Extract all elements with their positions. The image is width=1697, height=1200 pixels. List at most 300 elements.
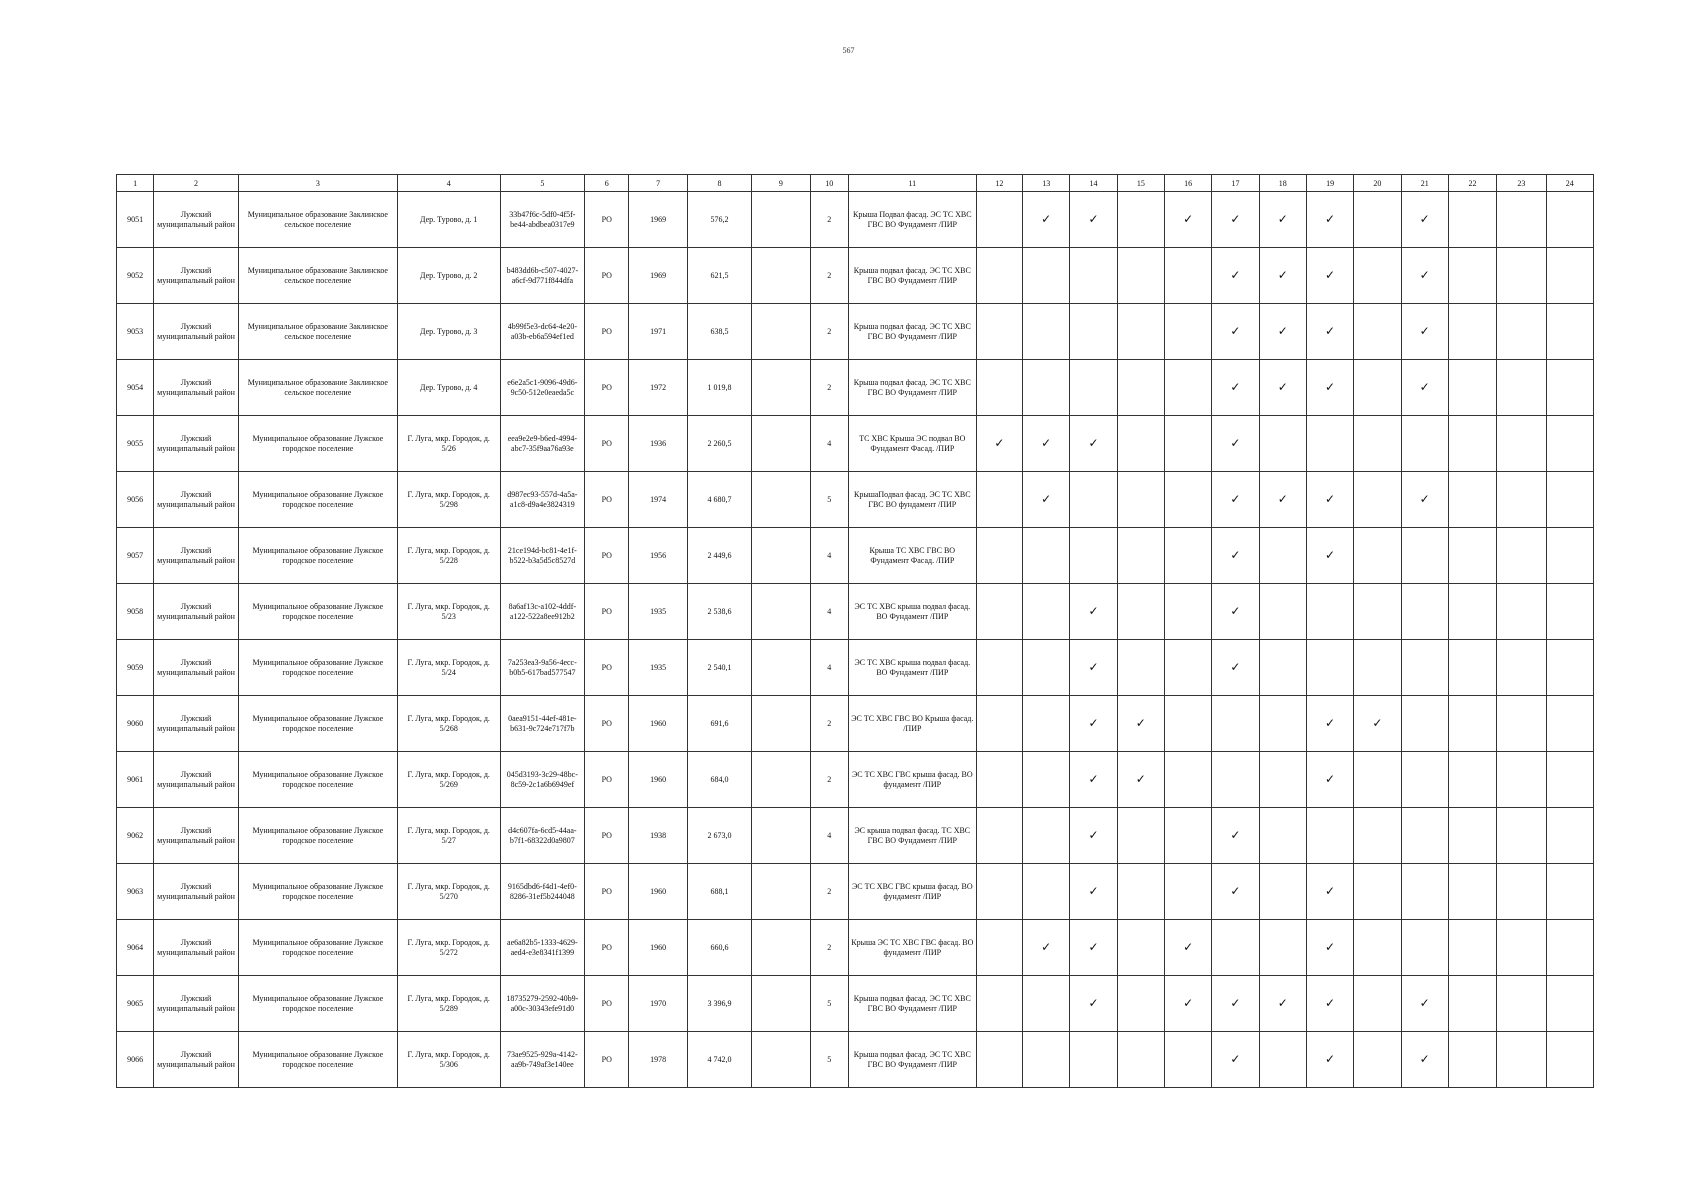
- empty-cell: [1164, 416, 1211, 472]
- column-header-10: 10: [810, 175, 848, 192]
- floors-cell: 4: [810, 528, 848, 584]
- empty-cell: [1546, 752, 1594, 808]
- column-header-7: 7: [629, 175, 687, 192]
- address-cell: Дер. Турово, д. 1: [397, 192, 500, 248]
- type-code-cell: РО: [585, 528, 629, 584]
- empty-cell: [1259, 528, 1306, 584]
- works-list-cell: Крыша подвал фасад. ЭС ТС ХВС ГВС ВО Фундамент /ПИР: [848, 1032, 976, 1088]
- type-code-cell: РО: [585, 416, 629, 472]
- empty-cell: [1070, 304, 1117, 360]
- column-header-11: 11: [848, 175, 976, 192]
- works-list-cell: Крыша подвал фасад. ЭС ТС ХВС ГВС ВО Фундамент /ПИР: [848, 304, 976, 360]
- floors-cell: 2: [810, 192, 848, 248]
- building-id-cell: 7a253ea3-9a56-4ecc-b0b5-617bad577547: [500, 640, 585, 696]
- empty-cell: [1546, 640, 1594, 696]
- empty-cell: [1497, 976, 1546, 1032]
- empty-cell: [1448, 360, 1496, 416]
- floors-cell: 4: [810, 416, 848, 472]
- check-mark-icon: ✓: [1306, 248, 1353, 304]
- empty-cell: [1546, 808, 1594, 864]
- municipality-cell: Муниципальное образование Лужское городское поселение: [238, 864, 397, 920]
- district-cell: Лужский муниципальный район: [154, 304, 239, 360]
- empty-cell: [1259, 696, 1306, 752]
- floors-cell: 4: [810, 584, 848, 640]
- empty-cell: [1497, 1032, 1546, 1088]
- empty-cell: [1497, 640, 1546, 696]
- check-mark-icon: ✓: [1212, 640, 1259, 696]
- column-header-14: 14: [1070, 175, 1117, 192]
- type-code-cell: РО: [585, 976, 629, 1032]
- col-9-cell: [752, 416, 810, 472]
- empty-cell: [1306, 640, 1353, 696]
- building-id-cell: ae6a82b5-1333-4629-aed4-e3e8341f1399: [500, 920, 585, 976]
- empty-cell: [1164, 248, 1211, 304]
- empty-cell: [1448, 472, 1496, 528]
- column-header-3: 3: [238, 175, 397, 192]
- empty-cell: [1306, 584, 1353, 640]
- empty-cell: [1023, 864, 1070, 920]
- empty-cell: [1401, 920, 1448, 976]
- address-cell: Г. Луга, мкр. Городок, д. 5/23: [397, 584, 500, 640]
- table-row: [117, 640, 1594, 696]
- row-number-cell: 9061: [117, 752, 154, 808]
- type-code-cell: РО: [585, 360, 629, 416]
- col-9-cell: [752, 1032, 810, 1088]
- row-number-cell: 9055: [117, 416, 154, 472]
- floors-cell: 2: [810, 752, 848, 808]
- empty-cell: [1070, 248, 1117, 304]
- empty-cell: [1448, 808, 1496, 864]
- empty-cell: [1164, 584, 1211, 640]
- empty-cell: [1023, 808, 1070, 864]
- empty-cell: [1023, 1032, 1070, 1088]
- empty-cell: [1354, 360, 1401, 416]
- check-mark-icon: ✓: [1401, 360, 1448, 416]
- check-mark-icon: ✓: [1212, 808, 1259, 864]
- check-mark-icon: ✓: [1117, 696, 1164, 752]
- empty-cell: [1164, 696, 1211, 752]
- check-mark-icon: ✓: [1306, 1032, 1353, 1088]
- floors-cell: 4: [810, 808, 848, 864]
- empty-cell: [1401, 584, 1448, 640]
- table-row: [117, 1032, 1594, 1088]
- building-id-cell: 045d3193-3c29-48bc-8c59-2c1a6b6949ef: [500, 752, 585, 808]
- empty-cell: [1164, 528, 1211, 584]
- empty-cell: [976, 976, 1022, 1032]
- empty-cell: [1546, 360, 1594, 416]
- type-code-cell: РО: [585, 640, 629, 696]
- area-cell: 2 260,5: [687, 416, 751, 472]
- empty-cell: [1023, 752, 1070, 808]
- empty-cell: [1497, 416, 1546, 472]
- area-cell: 4 742,0: [687, 1032, 751, 1088]
- check-mark-icon: ✓: [1212, 248, 1259, 304]
- empty-cell: [976, 360, 1022, 416]
- empty-cell: [1546, 248, 1594, 304]
- address-cell: Г. Луга, мкр. Городок, д. 5/269: [397, 752, 500, 808]
- empty-cell: [976, 192, 1022, 248]
- district-cell: Лужский муниципальный район: [154, 528, 239, 584]
- row-number-cell: 9062: [117, 808, 154, 864]
- col-9-cell: [752, 696, 810, 752]
- empty-cell: [1117, 640, 1164, 696]
- empty-cell: [1164, 360, 1211, 416]
- column-header-2: 2: [154, 175, 239, 192]
- check-mark-icon: ✓: [1401, 192, 1448, 248]
- empty-cell: [976, 584, 1022, 640]
- area-cell: 684,0: [687, 752, 751, 808]
- col-9-cell: [752, 640, 810, 696]
- district-cell: Лужский муниципальный район: [154, 920, 239, 976]
- check-mark-icon: ✓: [1401, 976, 1448, 1032]
- year-built-cell: 1978: [629, 1032, 687, 1088]
- column-header-15: 15: [1117, 175, 1164, 192]
- empty-cell: [1117, 528, 1164, 584]
- empty-cell: [1546, 472, 1594, 528]
- empty-cell: [1546, 528, 1594, 584]
- empty-cell: [1497, 864, 1546, 920]
- empty-cell: [1448, 864, 1496, 920]
- empty-cell: [1497, 808, 1546, 864]
- check-mark-icon: ✓: [1306, 360, 1353, 416]
- empty-cell: [976, 808, 1022, 864]
- empty-cell: [1354, 920, 1401, 976]
- empty-cell: [1212, 752, 1259, 808]
- row-number-cell: 9066: [117, 1032, 154, 1088]
- col-9-cell: [752, 192, 810, 248]
- page-number: 567: [842, 46, 855, 55]
- empty-cell: [1259, 752, 1306, 808]
- row-number-cell: 9052: [117, 248, 154, 304]
- column-header-16: 16: [1164, 175, 1211, 192]
- floors-cell: 5: [810, 472, 848, 528]
- address-cell: Г. Луга, мкр. Городок, д. 5/272: [397, 920, 500, 976]
- empty-cell: [1259, 864, 1306, 920]
- area-cell: 4 680,7: [687, 472, 751, 528]
- works-list-cell: Крыша ТС ХВС ГВС ВО Фундамент Фасад. /ПИР: [848, 528, 976, 584]
- empty-cell: [1259, 920, 1306, 976]
- check-mark-icon: ✓: [1070, 696, 1117, 752]
- year-built-cell: 1974: [629, 472, 687, 528]
- empty-cell: [1306, 808, 1353, 864]
- column-header-24: 24: [1546, 175, 1594, 192]
- empty-cell: [1448, 640, 1496, 696]
- row-number-cell: 9054: [117, 360, 154, 416]
- check-mark-icon: ✓: [1306, 528, 1353, 584]
- empty-cell: [1497, 248, 1546, 304]
- address-cell: Г. Луга, мкр. Городок, д. 5/268: [397, 696, 500, 752]
- register-table: [116, 174, 1594, 1088]
- check-mark-icon: ✓: [1212, 416, 1259, 472]
- address-cell: Дер. Турово, д. 4: [397, 360, 500, 416]
- works-list-cell: Крыша подвал фасад. ЭС ТС ХВС ГВС ВО Фундамент /ПИР: [848, 976, 976, 1032]
- check-mark-icon: ✓: [1401, 1032, 1448, 1088]
- column-header-4: 4: [397, 175, 500, 192]
- empty-cell: [1259, 1032, 1306, 1088]
- empty-cell: [1164, 864, 1211, 920]
- floors-cell: 2: [810, 304, 848, 360]
- empty-cell: [1448, 304, 1496, 360]
- empty-cell: [1117, 808, 1164, 864]
- check-mark-icon: ✓: [1117, 752, 1164, 808]
- area-cell: 660,6: [687, 920, 751, 976]
- column-header-9: 9: [752, 175, 810, 192]
- empty-cell: [1448, 584, 1496, 640]
- empty-cell: [1117, 360, 1164, 416]
- col-9-cell: [752, 864, 810, 920]
- empty-cell: [976, 528, 1022, 584]
- check-mark-icon: ✓: [1212, 976, 1259, 1032]
- empty-cell: [1023, 304, 1070, 360]
- empty-cell: [1497, 192, 1546, 248]
- empty-cell: [976, 472, 1022, 528]
- area-cell: 576,2: [687, 192, 751, 248]
- check-mark-icon: ✓: [1306, 864, 1353, 920]
- area-cell: 2 449,6: [687, 528, 751, 584]
- col-9-cell: [752, 248, 810, 304]
- address-cell: Г. Луга, мкр. Городок, д. 5/298: [397, 472, 500, 528]
- column-header-19: 19: [1306, 175, 1353, 192]
- empty-cell: [1497, 304, 1546, 360]
- empty-cell: [1117, 248, 1164, 304]
- empty-cell: [1306, 416, 1353, 472]
- empty-cell: [976, 248, 1022, 304]
- building-id-cell: e6e2a5c1-9096-49d6-9c50-512e0eaeda5c: [500, 360, 585, 416]
- check-mark-icon: ✓: [1212, 360, 1259, 416]
- address-cell: Г. Луга, мкр. Городок, д. 5/24: [397, 640, 500, 696]
- floors-cell: 5: [810, 976, 848, 1032]
- empty-cell: [1259, 808, 1306, 864]
- check-mark-icon: ✓: [1306, 696, 1353, 752]
- col-9-cell: [752, 920, 810, 976]
- works-list-cell: ЭС ТС ХВС ГВС крыша фасад. ВО фундамент /ПИР: [848, 752, 976, 808]
- empty-cell: [1212, 920, 1259, 976]
- type-code-cell: РО: [585, 752, 629, 808]
- building-id-cell: b483dd6b-c507-4027-a6cf-9d771f844dfa: [500, 248, 585, 304]
- table-row: [117, 416, 1594, 472]
- year-built-cell: 1960: [629, 696, 687, 752]
- empty-cell: [1164, 304, 1211, 360]
- area-cell: 1 019,8: [687, 360, 751, 416]
- check-mark-icon: ✓: [1070, 416, 1117, 472]
- empty-cell: [1448, 416, 1496, 472]
- check-mark-icon: ✓: [1212, 472, 1259, 528]
- empty-cell: [1401, 696, 1448, 752]
- column-header-21: 21: [1401, 175, 1448, 192]
- works-list-cell: Крыша подвал фасад. ЭС ТС ХВС ГВС ВО Фундамент /ПИР: [848, 360, 976, 416]
- column-header-23: 23: [1497, 175, 1546, 192]
- building-id-cell: 9165dbd6-f4d1-4ef0-8286-31ef5b244048: [500, 864, 585, 920]
- address-cell: Г. Луга, мкр. Городок, д. 5/228: [397, 528, 500, 584]
- empty-cell: [1070, 528, 1117, 584]
- type-code-cell: РО: [585, 920, 629, 976]
- year-built-cell: 1936: [629, 416, 687, 472]
- empty-cell: [1212, 696, 1259, 752]
- empty-cell: [1164, 808, 1211, 864]
- table-row: [117, 920, 1594, 976]
- empty-cell: [1023, 584, 1070, 640]
- check-mark-icon: ✓: [1070, 752, 1117, 808]
- year-built-cell: 1935: [629, 640, 687, 696]
- empty-cell: [1401, 416, 1448, 472]
- header-row: [117, 175, 1594, 192]
- row-number-cell: 9059: [117, 640, 154, 696]
- empty-cell: [1023, 360, 1070, 416]
- column-header-1: 1: [117, 175, 154, 192]
- year-built-cell: 1972: [629, 360, 687, 416]
- empty-cell: [1354, 584, 1401, 640]
- col-9-cell: [752, 528, 810, 584]
- year-built-cell: 1935: [629, 584, 687, 640]
- empty-cell: [1546, 920, 1594, 976]
- row-number-cell: 9057: [117, 528, 154, 584]
- check-mark-icon: ✓: [1212, 528, 1259, 584]
- municipality-cell: Муниципальное образование Лужское городское поселение: [238, 976, 397, 1032]
- empty-cell: [1117, 584, 1164, 640]
- building-id-cell: 21ce194d-bc81-4e1f-b522-b3a5d5c8527d: [500, 528, 585, 584]
- district-cell: Лужский муниципальный район: [154, 1032, 239, 1088]
- check-mark-icon: ✓: [1023, 920, 1070, 976]
- works-list-cell: Крыша Подвал фасад. ЭС ТС ХВС ГВС ВО Фундамент /ПИР: [848, 192, 976, 248]
- empty-cell: [1354, 808, 1401, 864]
- empty-cell: [1117, 864, 1164, 920]
- check-mark-icon: ✓: [976, 416, 1022, 472]
- check-mark-icon: ✓: [1306, 752, 1353, 808]
- empty-cell: [1546, 584, 1594, 640]
- area-cell: 2 540,1: [687, 640, 751, 696]
- empty-cell: [1448, 248, 1496, 304]
- empty-cell: [1401, 752, 1448, 808]
- type-code-cell: РО: [585, 808, 629, 864]
- row-number-cell: 9065: [117, 976, 154, 1032]
- empty-cell: [1546, 304, 1594, 360]
- row-number-cell: 9053: [117, 304, 154, 360]
- check-mark-icon: ✓: [1070, 808, 1117, 864]
- area-cell: 691,6: [687, 696, 751, 752]
- empty-cell: [976, 752, 1022, 808]
- check-mark-icon: ✓: [1306, 976, 1353, 1032]
- works-list-cell: ЭС крыша подвал фасад. ТС ХВС ГВС ВО Фундамент /ПИР: [848, 808, 976, 864]
- empty-cell: [1354, 864, 1401, 920]
- check-mark-icon: ✓: [1306, 920, 1353, 976]
- row-number-cell: 9063: [117, 864, 154, 920]
- row-number-cell: 9058: [117, 584, 154, 640]
- table-row: [117, 248, 1594, 304]
- empty-cell: [1354, 528, 1401, 584]
- year-built-cell: 1956: [629, 528, 687, 584]
- table-row: [117, 304, 1594, 360]
- district-cell: Лужский муниципальный район: [154, 192, 239, 248]
- check-mark-icon: ✓: [1306, 304, 1353, 360]
- check-mark-icon: ✓: [1259, 360, 1306, 416]
- empty-cell: [1117, 920, 1164, 976]
- district-cell: Лужский муниципальный район: [154, 752, 239, 808]
- empty-cell: [1448, 192, 1496, 248]
- check-mark-icon: ✓: [1070, 864, 1117, 920]
- works-list-cell: Крыша ЭС ТС ХВС ГВС фасад. ВО фундамент /ПИР: [848, 920, 976, 976]
- empty-cell: [976, 864, 1022, 920]
- check-mark-icon: ✓: [1354, 696, 1401, 752]
- col-9-cell: [752, 472, 810, 528]
- district-cell: Лужский муниципальный район: [154, 640, 239, 696]
- address-cell: Г. Луга, мкр. Городок, д. 5/289: [397, 976, 500, 1032]
- col-9-cell: [752, 808, 810, 864]
- empty-cell: [1117, 304, 1164, 360]
- works-list-cell: КрышаПодвал фасад. ЭС ТС ХВС ГВС ВО фундамент /ПИР: [848, 472, 976, 528]
- check-mark-icon: ✓: [1212, 192, 1259, 248]
- empty-cell: [1497, 360, 1546, 416]
- year-built-cell: 1971: [629, 304, 687, 360]
- check-mark-icon: ✓: [1259, 472, 1306, 528]
- year-built-cell: 1960: [629, 752, 687, 808]
- floors-cell: 4: [810, 640, 848, 696]
- row-number-cell: 9064: [117, 920, 154, 976]
- empty-cell: [976, 640, 1022, 696]
- table-row: [117, 360, 1594, 416]
- check-mark-icon: ✓: [1306, 192, 1353, 248]
- building-id-cell: 33b47f6c-5df0-4f5f-be44-abdbea0317e9: [500, 192, 585, 248]
- empty-cell: [1117, 192, 1164, 248]
- year-built-cell: 1960: [629, 920, 687, 976]
- empty-cell: [1023, 528, 1070, 584]
- address-cell: Г. Луга, мкр. Городок, д. 5/270: [397, 864, 500, 920]
- column-header-6: 6: [585, 175, 629, 192]
- empty-cell: [1070, 1032, 1117, 1088]
- check-mark-icon: ✓: [1401, 472, 1448, 528]
- municipality-cell: Муниципальное образование Лужское городское поселение: [238, 584, 397, 640]
- empty-cell: [1497, 752, 1546, 808]
- empty-cell: [1401, 808, 1448, 864]
- column-header-8: 8: [687, 175, 751, 192]
- row-number-cell: 9051: [117, 192, 154, 248]
- building-id-cell: 0aea9151-44ef-481e-b631-9c724e717f7b: [500, 696, 585, 752]
- empty-cell: [1448, 752, 1496, 808]
- check-mark-icon: ✓: [1070, 584, 1117, 640]
- empty-cell: [1546, 1032, 1594, 1088]
- municipality-cell: Муниципальное образование Заклинское сельское поселение: [238, 304, 397, 360]
- year-built-cell: 1970: [629, 976, 687, 1032]
- building-id-cell: 73ae9525-929a-4142-aa9b-749af3e140ee: [500, 1032, 585, 1088]
- address-cell: Г. Луга, мкр. Городок, д. 5/27: [397, 808, 500, 864]
- empty-cell: [1070, 472, 1117, 528]
- check-mark-icon: ✓: [1259, 248, 1306, 304]
- district-cell: Лужский муниципальный район: [154, 976, 239, 1032]
- empty-cell: [1448, 976, 1496, 1032]
- building-id-cell: 18735279-2592-40b9-a00c-30343efe91d0: [500, 976, 585, 1032]
- works-list-cell: Крыша подвал фасад. ЭС ТС ХВС ГВС ВО Фундамент /ПИР: [848, 248, 976, 304]
- type-code-cell: РО: [585, 1032, 629, 1088]
- empty-cell: [1117, 1032, 1164, 1088]
- check-mark-icon: ✓: [1070, 920, 1117, 976]
- empty-cell: [1164, 640, 1211, 696]
- floors-cell: 2: [810, 864, 848, 920]
- year-built-cell: 1969: [629, 248, 687, 304]
- empty-cell: [1023, 248, 1070, 304]
- municipality-cell: Муниципальное образование Лужское городское поселение: [238, 528, 397, 584]
- area-cell: 638,5: [687, 304, 751, 360]
- column-header-22: 22: [1448, 175, 1496, 192]
- area-cell: 2 538,6: [687, 584, 751, 640]
- area-cell: 2 673,0: [687, 808, 751, 864]
- check-mark-icon: ✓: [1259, 304, 1306, 360]
- col-9-cell: [752, 584, 810, 640]
- year-built-cell: 1960: [629, 864, 687, 920]
- empty-cell: [1546, 864, 1594, 920]
- district-cell: Лужский муниципальный район: [154, 808, 239, 864]
- municipality-cell: Муниципальное образование Лужское городское поселение: [238, 920, 397, 976]
- address-cell: Дер. Турово, д. 3: [397, 304, 500, 360]
- works-list-cell: ЭС ТС ХВС крыша подвал фасад. ВО Фундамент /ПИР: [848, 584, 976, 640]
